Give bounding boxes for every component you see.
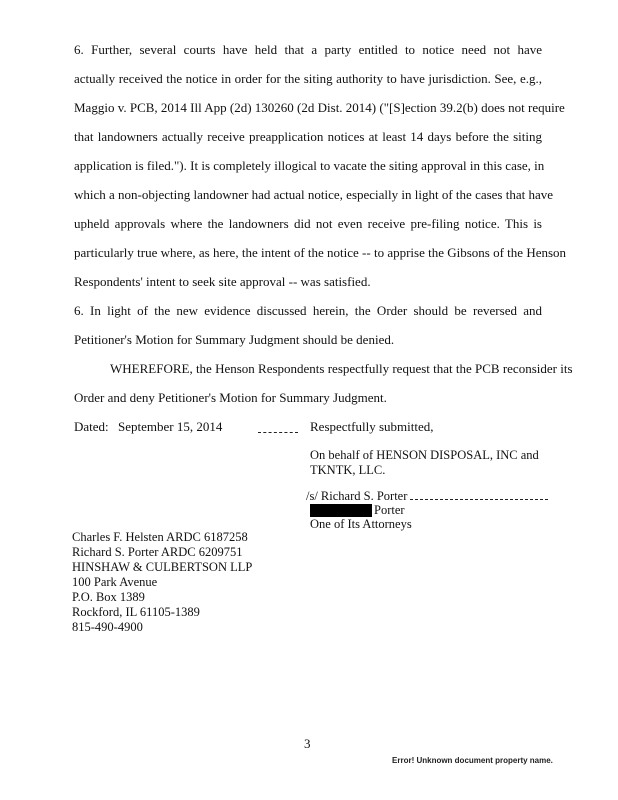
signature-name-tail: Porter [374, 503, 405, 517]
signature-line [410, 499, 548, 500]
dated-date: September 15, 2014 [118, 419, 223, 434]
behalf-line-2: TKNTK, LLC. [310, 463, 386, 477]
paragraph-line: WHEREFORE, the Henson Respondents respectfully request that the PCB reconsider its [110, 361, 573, 376]
attorney-info-line: 815-490-4900 [72, 620, 143, 634]
paragraph-line: 6. Further, several courts have held that a party entitled to notice need not have [74, 42, 542, 57]
attorney-info-line: Richard S. Porter ARDC 6209751 [72, 545, 243, 559]
paragraph-line: upheld approvals where the landowners did not even receive pre-filing notice. This is [74, 216, 542, 231]
page-number: 3 [304, 736, 311, 751]
paragraph-line: which a non-objecting landowner had actual notice, especially in light of the cases that have [74, 187, 554, 202]
paragraph-line: Order and deny Petitioner's Motion for Summary Judgment. [74, 390, 387, 405]
paragraph-line: Respondents' intent to seek site approval -- was satisfied. [74, 274, 371, 289]
paragraph-line: actually received the notice in order for the siting authority to have jurisdiction. See, e.g., [74, 71, 542, 86]
paragraph-line: 6. In light of the new evidence discussed herein, the Order should be reversed and [74, 303, 542, 318]
electronic-signature: /s/ Richard S. Porter [306, 489, 408, 503]
paragraph-line: that landowners actually receive preapplication notices at least 14 days before the siting [74, 129, 542, 144]
attorney-info-line: HINSHAW & CULBERTSON LLP [72, 560, 253, 574]
scan-artifact-line [258, 432, 298, 433]
attorney-info-line: P.O. Box 1389 [72, 590, 145, 604]
redaction-bar [310, 504, 372, 517]
paragraph-line: Petitioner's Motion for Summary Judgment should be denied. [74, 332, 395, 347]
attorney-info-line: Rockford, IL 61105-1389 [72, 605, 200, 619]
signature-role: One of Its Attorneys [310, 517, 412, 531]
paragraph-line: particularly true where, as here, the intent of the notice -- to apprise the Gibsons of the Henson [74, 245, 567, 260]
closing-text: Respectfully submitted, [310, 419, 434, 434]
footer-error-text: Error! Unknown document property name. [392, 756, 553, 765]
paragraph-line: Maggio v. PCB, 2014 Ill App (2d) 130260 (2d Dist. 2014) ("[S]ection 39.2(b) does not require [74, 100, 565, 115]
paragraph-line: application is filed."). It is completely illogical to vacate the siting approval in this case, in [74, 158, 545, 173]
attorney-info-line: 100 Park Avenue [72, 575, 158, 589]
dated-label: Dated: [74, 419, 109, 434]
attorney-info-line: Charles F. Helsten ARDC 6187258 [72, 530, 248, 544]
behalf-line-1: On behalf of HENSON DISPOSAL, INC and [310, 448, 539, 462]
